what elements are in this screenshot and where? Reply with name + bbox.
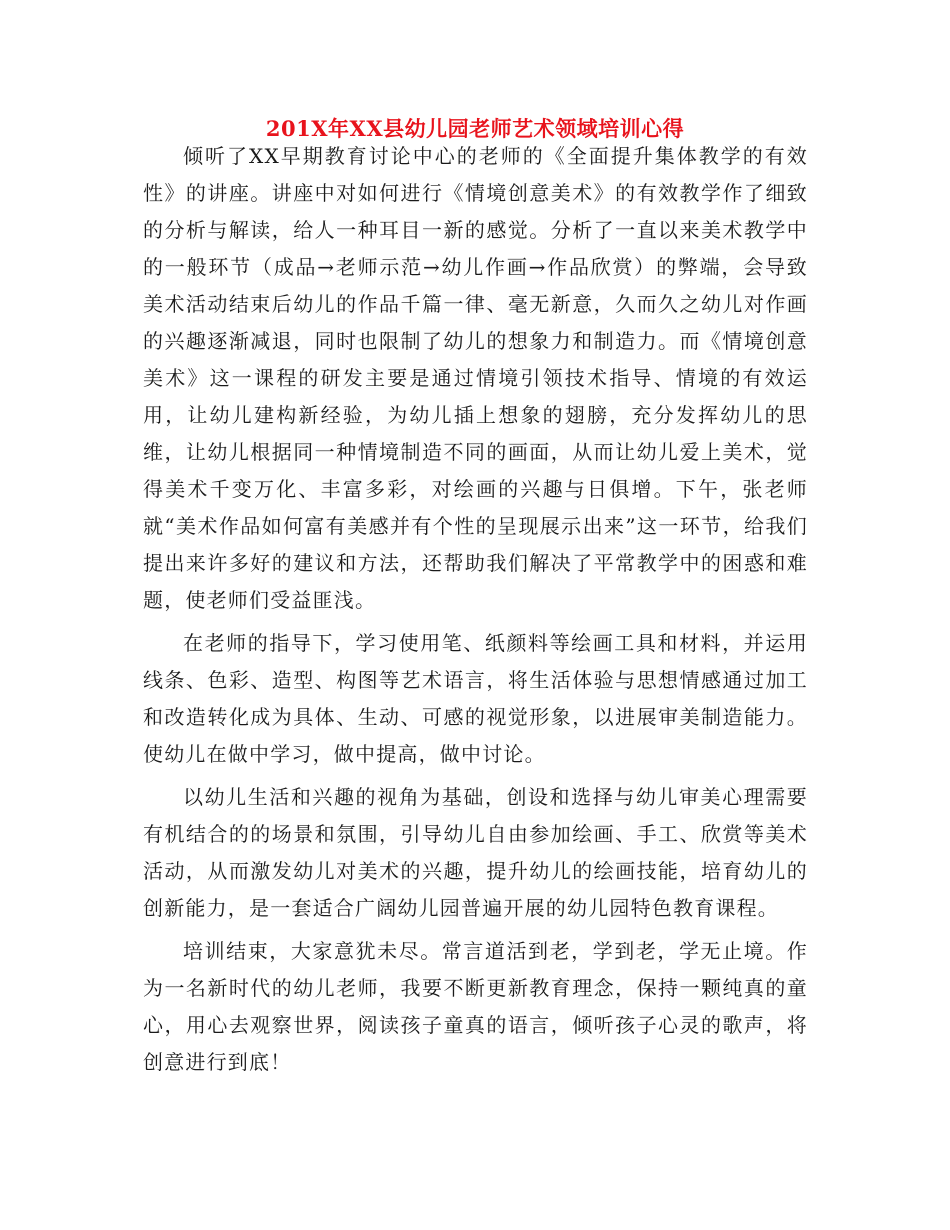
paragraph-3: 以幼儿生活和兴趣的视角为基础，创设和选择与幼儿审美心理需要有机结合的的场景和氛围，引导幼儿自由参加绘画、手工、欣赏等美术活动，从而激发幼儿对美术的兴趣，提升幼儿的绘画技能，培育幼儿的创新能力，是一套适合广阔幼儿园普遍开展的幼儿园特色教育课程。: [143, 785, 808, 920]
document-title: 201X年XX县幼儿园老师艺术领域培训心得: [265, 116, 685, 141]
document-body: [143, 138, 808, 1081]
paragraph-4: 培训结束，大家意犹未尽。常言道活到老，学到老，学无止境。作为一名新时代的幼儿老师，我要不断更新教育理念，保持一颗纯真的童心，用心去观察世界，阅读孩子童真的语言，倾听孩子心灵的歌声，将创意进行到底！: [143, 939, 808, 1074]
paragraph-2: 在老师的指导下，学习使用笔、纸颜料等绘画工具和材料，并运用线条、色彩、造型、构图等艺术语言，将生活体验与思想情感通过加工和改造转化成为具体、生动、可感的视觉形象，以进展审美制造能力。使幼儿在做中学习，做中提高，做中讨论。: [143, 631, 808, 766]
paragraph-1: 倾听了XX早期教育讨论中心的老师的《全面提升集体教学的有效性》的讲座。讲座中对如何进行《情境创意美术》的有效教学作了细致的分析与解读，给人一种耳目一新的感觉。分析了一直以来美术教学中的一般环节（成品→老师示范→幼儿作画→作品欣赏）的弊端，会导致美术活动结束后幼儿的作品千篇一律、毫无新意，久而久之幼儿对作画的兴趣逐渐减退，同时也限制了幼儿的想象力和制造力。而《情境创意美术》这一课程的研发主要是通过情境引领技术指导、情境的有效运用，让幼儿建构新经验，为幼儿插上想象的翅膀，充分发挥幼儿的思维，让幼儿根据同一种情境制造不同的画面，从而让幼儿爱上美术，觉得美术千变万化、丰富多彩，对绘画的兴趣与日俱增。下午，张老师就“美术作品如何富有美感并有个性的呈现展示出来”这一环节，给我们提出来许多好的建议和方法，还帮助我们解决了平常教学中的困惑和难题，使老师们受益匪浅。: [143, 144, 808, 612]
